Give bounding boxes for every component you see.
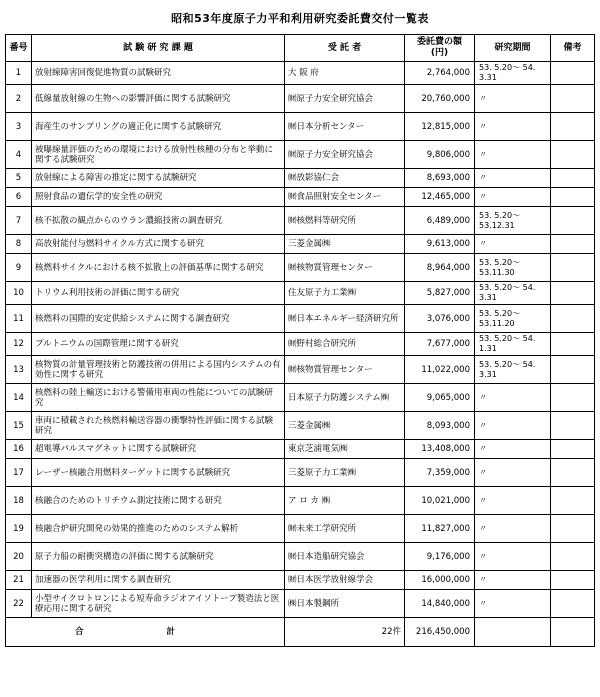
row-amount: 10,021,000 [405,487,475,515]
table-row [6,207,595,235]
row-remarks [551,169,595,188]
row-remarks [551,356,595,384]
row-number: 17 [6,459,32,487]
table-row [6,356,595,384]
table-row [6,113,595,141]
table-row [6,571,595,590]
row-contractor: ㈶原子力安全研究協会 [285,85,405,113]
table-row [6,333,595,356]
row-number: 13 [6,356,32,384]
row-contractor: ㈶日本医学放射線学会 [285,571,405,590]
row-number: 5 [6,169,32,188]
row-contractor: ㈶日本造船研究協会 [285,543,405,571]
page-title: 昭和53年度原子力平和利用研究委託費交付一覧表 [171,12,429,25]
table-row [6,543,595,571]
row-remarks [551,412,595,440]
row-remarks [551,333,595,356]
row-subject: トリウム利用技術の評価に関する研究 [32,282,285,305]
row-contractor: ㈶食品照射安全センター [285,188,405,207]
row-contractor: ㈶未来工学研究所 [285,515,405,543]
row-number: 10 [6,282,32,305]
table-row [6,412,595,440]
row-amount: 8,693,000 [405,169,475,188]
row-subject: 核燃料サイクルにおける核不拡散上の評価基準に関する研究 [32,254,285,282]
row-number: 11 [6,305,32,333]
table-row [6,282,595,305]
row-subject: 原子力船の耐衝突構造の評価に関する試験研究 [32,543,285,571]
row-subject: 核融合のためのトリチウム測定技術に関する研究 [32,487,285,515]
row-amount: 20,760,000 [405,85,475,113]
row-subject: 高放射能付与燃料サイクル方式に関する研究 [32,235,285,254]
row-period: 53. 5.20～ 54. 3.31 [475,62,551,85]
row-remarks [551,543,595,571]
row-period: 〃 [475,188,551,207]
table-body [6,62,595,618]
row-number: 8 [6,235,32,254]
total-amount: 216,450,000 [405,618,475,647]
row-subject: 海産生のサンプリングの適正化に関する試験研究 [32,113,285,141]
header-period: 研究期間 [475,35,551,62]
header-remarks: 備考 [551,35,595,62]
row-subject: 超電導パルスマグネットに関する試験研究 [32,440,285,459]
row-amount: 7,359,000 [405,459,475,487]
table-row [6,169,595,188]
row-remarks [551,62,595,85]
row-number: 12 [6,333,32,356]
table-row [6,141,595,169]
row-amount: 5,827,000 [405,282,475,305]
row-number: 22 [6,590,32,618]
row-period: 〃 [475,235,551,254]
row-number: 16 [6,440,32,459]
row-subject: 核燃料の国際的安定供給システムに関する調査研究 [32,305,285,333]
row-amount: 9,176,000 [405,543,475,571]
row-remarks [551,305,595,333]
row-remarks [551,459,595,487]
table-row [6,305,595,333]
row-number: 19 [6,515,32,543]
row-amount: 2,764,000 [405,62,475,85]
row-period: 53. 5.20～ 54. 3.31 [475,356,551,384]
row-amount: 7,677,000 [405,333,475,356]
row-contractor: ㈶日本エネルギー経済研究所 [285,305,405,333]
row-amount: 3,076,000 [405,305,475,333]
header-no: 番号 [6,35,32,62]
row-subject: 照射食品の遺伝学的安全性の研究 [32,188,285,207]
total-remarks-cell [551,618,595,647]
grant-table [5,34,595,647]
table-row [6,487,595,515]
row-subject: 車両に積載された核燃料輸送容器の衝撃特性評価に関する試験研究 [32,412,285,440]
row-contractor: 住友原子力工業㈱ [285,282,405,305]
row-subject: 低線量放射線の生物への影響評価に関する試験研究 [32,85,285,113]
row-subject: レーザー核融合用燃料ターゲットに関する試験研究 [32,459,285,487]
row-number: 9 [6,254,32,282]
header-amount-unit: (円) [430,48,449,58]
row-contractor: ㈶核燃料等研究所 [285,207,405,235]
row-period: 〃 [475,515,551,543]
row-contractor: ㈶核物質管理センター [285,356,405,384]
total-count: 22件 [285,618,405,647]
row-number: 15 [6,412,32,440]
row-remarks [551,207,595,235]
row-contractor: ㈶野村総合研究所 [285,333,405,356]
row-remarks [551,188,595,207]
row-amount: 12,465,000 [405,188,475,207]
row-remarks [551,440,595,459]
table-row [6,440,595,459]
row-period: 〃 [475,543,551,571]
row-remarks [551,487,595,515]
row-amount: 6,489,000 [405,207,475,235]
row-subject: 核融合炉研究開発の効果的推進のためのシステム解析 [32,515,285,543]
total-label: 合 計 [6,618,285,647]
row-amount: 8,964,000 [405,254,475,282]
row-number: 2 [6,85,32,113]
row-period: 〃 [475,440,551,459]
row-contractor: 三菱金属㈱ [285,412,405,440]
row-amount: 11,022,000 [405,356,475,384]
row-period: 〃 [475,85,551,113]
row-contractor: ㈶放影協仁会 [285,169,405,188]
table-row [6,85,595,113]
row-subject: 核物質の計量管理技術と防護技術の併用による国内システムの有効性に関する研究 [32,356,285,384]
total-period-cell [475,618,551,647]
row-period: 〃 [475,141,551,169]
row-contractor: 三菱原子力工業㈱ [285,459,405,487]
row-subject: 小型サイクロトロンによる短寿命ラジオアイソトープ製造法と医療応用に関する研究 [32,590,285,618]
row-remarks [551,85,595,113]
row-number: 18 [6,487,32,515]
row-subject: 加速器の医学利用に関する調査研究 [32,571,285,590]
row-period: 〃 [475,459,551,487]
row-contractor: ア ロ カ ㈱ [285,487,405,515]
row-amount: 11,827,000 [405,515,475,543]
row-contractor: 日本原子力防護システム㈱ [285,384,405,412]
row-remarks [551,254,595,282]
row-remarks [551,590,595,618]
row-amount: 9,806,000 [405,141,475,169]
row-number: 6 [6,188,32,207]
header-amount-label: 委託費の額 [416,37,462,47]
row-period: 〃 [475,590,551,618]
row-number: 20 [6,543,32,571]
row-subject: 核燃料の陸上輸送における警備用車両の性能についての試験研究 [32,384,285,412]
header-contractor: 受 託 者 [285,35,405,62]
row-subject: 核不拡散の観点からのウラン濃縮技術の調査研究 [32,207,285,235]
row-remarks [551,384,595,412]
table-row [6,62,595,85]
row-period: 53. 5.20～ 53.11.30 [475,254,551,282]
row-amount: 9,613,000 [405,235,475,254]
row-amount: 9,065,000 [405,384,475,412]
table-row [6,188,595,207]
row-contractor: 大 阪 府 [285,62,405,85]
row-number: 4 [6,141,32,169]
row-subject: 放射線による障害の推定に関する試験研究 [32,169,285,188]
row-remarks [551,282,595,305]
table-row [6,235,595,254]
row-period: 53. 5.20～ 53.11.20 [475,305,551,333]
table-row [6,459,595,487]
row-period: 〃 [475,169,551,188]
row-contractor: 三菱金属㈱ [285,235,405,254]
row-contractor: ㈶日本分析センター [285,113,405,141]
row-number: 1 [6,62,32,85]
row-number: 3 [6,113,32,141]
row-number: 21 [6,571,32,590]
header-row [6,35,595,62]
row-amount: 12,815,000 [405,113,475,141]
row-contractor: ㈶核物質管理センター [285,254,405,282]
header-subject: 試 験 研 究 課 題 [32,35,285,62]
row-period: 〃 [475,412,551,440]
row-number: 7 [6,207,32,235]
row-period: 53. 5.20～ 54. 1.31 [475,333,551,356]
row-period: 〃 [475,113,551,141]
row-remarks [551,235,595,254]
total-row [6,618,595,647]
row-remarks [551,113,595,141]
row-amount: 8,093,000 [405,412,475,440]
row-contractor: ㈱日本製鋼所 [285,590,405,618]
table-row [6,384,595,412]
row-remarks [551,571,595,590]
row-remarks [551,515,595,543]
row-number: 14 [6,384,32,412]
row-subject: 放射線障害回復促進物質の試験研究 [32,62,285,85]
row-period: 〃 [475,487,551,515]
header-amount [405,35,475,62]
row-amount: 13,408,000 [405,440,475,459]
row-amount: 14,840,000 [405,590,475,618]
table-row [6,590,595,618]
row-contractor: ㈶原子力安全研究協会 [285,141,405,169]
table-row [6,254,595,282]
row-period: 53. 5.20～ 53.12.31 [475,207,551,235]
row-period: 〃 [475,384,551,412]
row-contractor: 東京芝浦電気㈱ [285,440,405,459]
row-period: 〃 [475,571,551,590]
row-period: 53. 5.20～ 54. 3.31 [475,282,551,305]
row-subject: 被曝線量評価のための環境における放射性核種の分布と挙動に関する試験研究 [32,141,285,169]
row-amount: 16,000,000 [405,571,475,590]
table-row [6,515,595,543]
row-remarks [551,141,595,169]
row-subject: プルトニウムの国際管理に関する研究 [32,333,285,356]
